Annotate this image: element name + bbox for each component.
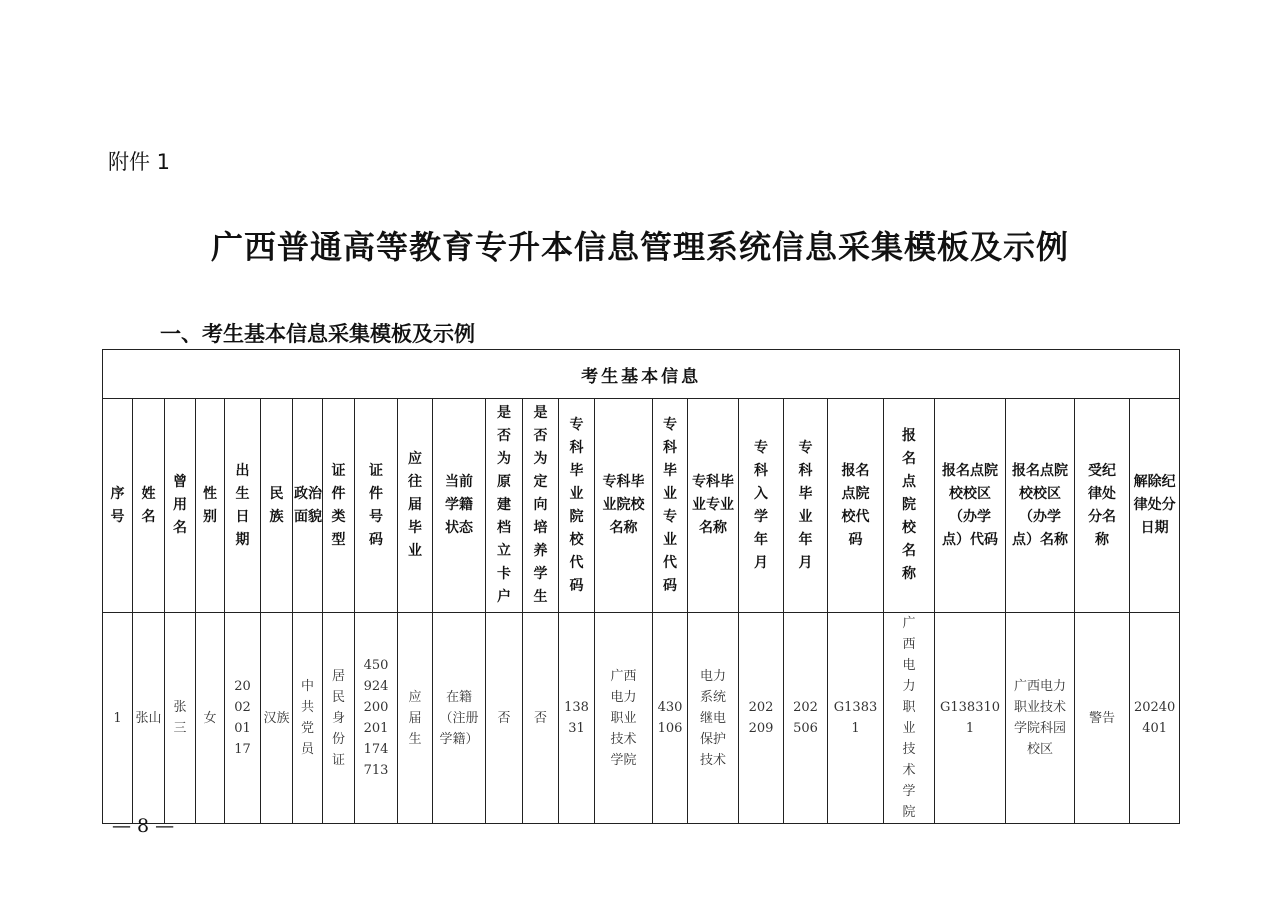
table-cell-value: 20020117 — [234, 679, 251, 757]
column-header-label: 证件类型 — [331, 462, 346, 548]
column-header-label: 证件号码 — [369, 462, 383, 548]
column-header-label: 报名点院校校区（办学点）代码 — [942, 462, 998, 548]
table-cell-15 — [595, 613, 653, 824]
column-header-label: 当前学籍状态 — [445, 474, 473, 536]
section-heading: 一、考生基本信息采集模板及示例 — [160, 322, 475, 346]
table-cell-value: 430106 — [657, 700, 683, 736]
column-header-9 — [355, 399, 398, 613]
group-header: 考生基本信息 — [103, 350, 1180, 399]
table-cell-value: 广西电力职业技术学院 — [902, 616, 916, 820]
column-header-label: 序号 — [110, 485, 125, 525]
column-header-21 — [884, 399, 935, 613]
column-header-label: 民族 — [269, 485, 284, 525]
column-header-label: 姓名 — [141, 485, 156, 525]
column-header-row — [103, 399, 1180, 613]
column-header-label: 专科毕业专业名称 — [692, 474, 734, 536]
table-cell-4 — [196, 613, 225, 824]
column-header-10 — [398, 399, 433, 613]
table-cell-14 — [559, 613, 595, 824]
column-header-6 — [261, 399, 293, 613]
table-cell-value: 汉族 — [263, 710, 290, 726]
table-cell-7 — [293, 613, 323, 824]
column-header-label: 专科毕业年月 — [798, 439, 813, 571]
table-cell-23 — [1006, 613, 1075, 824]
column-header-label: 是否为原建档立卡户 — [497, 405, 511, 605]
table-cell-10 — [398, 613, 433, 824]
column-header-label: 性别 — [203, 485, 217, 525]
table-cell-value: 1 — [113, 710, 122, 726]
table-cell-value: 居民身份证 — [331, 668, 345, 768]
column-header-25 — [1130, 399, 1180, 613]
table-cell-value: 202506 — [793, 700, 818, 736]
column-header-17 — [688, 399, 739, 613]
table-cell-20 — [828, 613, 884, 824]
table-row — [103, 613, 1180, 824]
table-cell-value: 在籍（注册学籍） — [439, 689, 479, 747]
table-cell-3 — [165, 613, 196, 824]
table-cell-21 — [884, 613, 935, 824]
table-cell-value: 13831 — [564, 700, 589, 736]
column-header-label: 专科入学年月 — [754, 439, 768, 571]
column-header-label: 曾用名 — [173, 474, 187, 536]
table-cell-value: 450924200201174713 — [363, 658, 389, 778]
column-header-label: 应往届毕业 — [408, 451, 422, 559]
table-cell-12 — [486, 613, 523, 824]
table-cell-value: 张山 — [135, 710, 162, 726]
table-cell-9 — [355, 613, 398, 824]
table-cell-value: 张三 — [173, 700, 187, 736]
table-cell-16 — [653, 613, 688, 824]
table-cell-value: 广西电力职业技术学院科园校区 — [1013, 679, 1066, 757]
table-cell-6 — [261, 613, 293, 824]
attachment-label: 附件 1 — [108, 150, 171, 174]
column-header-label: 是否为定向培养学生 — [533, 405, 548, 605]
column-header-20 — [828, 399, 884, 613]
column-header-label: 报名点院校校区（办学点）名称 — [1012, 462, 1068, 548]
column-header-12 — [486, 399, 523, 613]
column-header-11 — [433, 399, 486, 613]
column-header-label: 报名点院校代码 — [841, 462, 870, 548]
column-header-15 — [595, 399, 653, 613]
table-cell-value: 202209 — [748, 700, 774, 736]
column-header-19 — [784, 399, 828, 613]
table-cell-value: 否 — [497, 710, 511, 726]
column-header-label: 报名点院校名称 — [902, 428, 916, 582]
table-cell-value: 应届生 — [408, 689, 422, 747]
column-header-4 — [196, 399, 225, 613]
column-header-2 — [133, 399, 165, 613]
table-cell-8 — [323, 613, 355, 824]
column-header-label: 专科毕业专业代码 — [663, 416, 677, 594]
column-header-label: 专科毕业院校代码 — [569, 416, 584, 594]
table-cell-value: 广西电力职业技术学院 — [610, 668, 637, 768]
column-header-5 — [225, 399, 261, 613]
table-cell-22 — [935, 613, 1006, 824]
table-cell-2 — [133, 613, 165, 824]
table-cell-5 — [225, 613, 261, 824]
column-header-3 — [165, 399, 196, 613]
table-cell-value: 女 — [203, 710, 217, 726]
column-header-7 — [293, 399, 323, 613]
document-title: 广西普通高等教育专升本信息管理系统信息采集模板及示例 — [210, 228, 1069, 266]
table-cell-1 — [103, 613, 133, 824]
column-header-24 — [1075, 399, 1130, 613]
table-cell-value: G1383101 — [940, 700, 1001, 736]
column-header-22 — [935, 399, 1006, 613]
column-header-14 — [559, 399, 595, 613]
table-cell-value: 电力系统继电保护技术 — [699, 668, 726, 768]
table-cell-19 — [784, 613, 828, 824]
table-cell-13 — [523, 613, 559, 824]
column-header-13 — [523, 399, 559, 613]
table-cell-11 — [433, 613, 486, 824]
column-header-8 — [323, 399, 355, 613]
column-header-label: 专科毕业院校名称 — [602, 474, 645, 536]
column-header-label: 受纪律处分名称 — [1088, 462, 1116, 548]
table-cell-value: 20240401 — [1133, 700, 1176, 736]
column-header-23 — [1006, 399, 1075, 613]
table-cell-17 — [688, 613, 739, 824]
column-header-label: 政治面貌 — [294, 485, 322, 525]
column-header-16 — [653, 399, 688, 613]
column-header-1 — [103, 399, 133, 613]
table-cell-25 — [1130, 613, 1180, 824]
table-cell-value: 警告 — [1088, 710, 1115, 726]
table-cell-value: 中共党员 — [300, 679, 314, 757]
table-cell-value: 否 — [533, 710, 547, 726]
table-cell-24 — [1075, 613, 1130, 824]
table-cell-18 — [739, 613, 784, 824]
student-info-table — [102, 349, 1180, 824]
column-header-18 — [739, 399, 784, 613]
page-number: — 8 — — [112, 815, 175, 837]
column-header-label: 解除纪律处分日期 — [1133, 474, 1176, 536]
table-cell-value: G13831 — [833, 700, 878, 736]
column-header-label: 出生日期 — [235, 462, 250, 548]
